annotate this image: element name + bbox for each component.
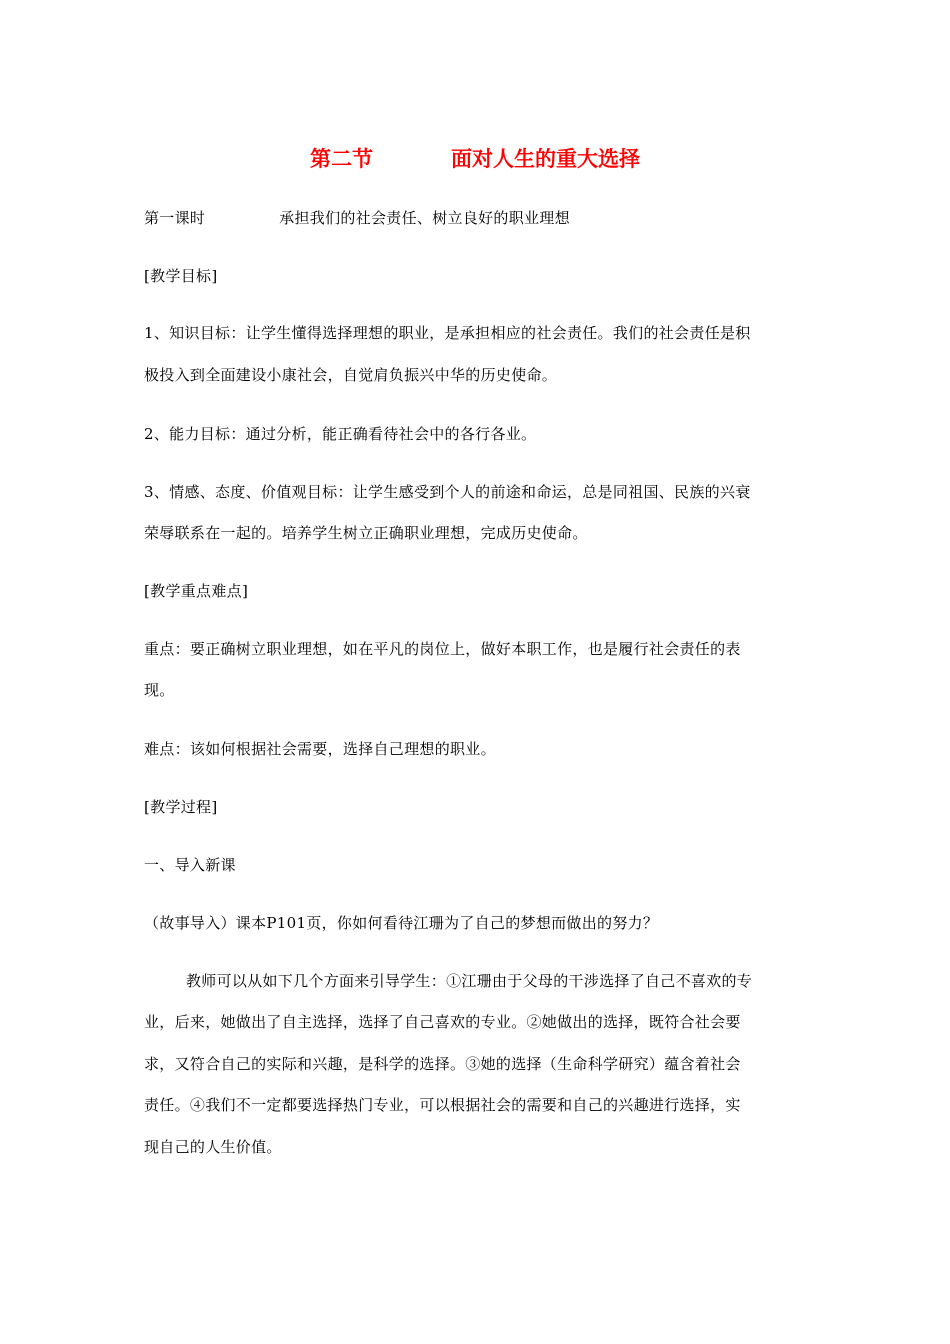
title-section-name: 面对人生的重大选择 <box>451 147 640 171</box>
goal-3-line-1: 3、情感、态度、价值观目标：让学生感受到个人的前途和命运，总是同祖国、民族的兴衰 <box>144 483 751 501</box>
difficulty-point: 难点：该如何根据社会需要，选择自己理想的职业。 <box>144 740 496 758</box>
teacher-guide-line-2: 业，后来，她做出了自主选择，选择了自己喜欢的专业。②她做出的选择，既符合社会要 <box>144 1013 741 1031</box>
keypoint-line-1: 重点：要正确树立职业理想，如在平凡的岗位上，做好本职工作，也是履行社会责任的表 <box>144 640 741 658</box>
goal-2: 2、能力目标：通过分析，能正确看待社会中的各行各业。 <box>144 425 537 443</box>
story-intro: （故事导入）课本P101页，你如何看待江珊为了自己的梦想而做出的努力？ <box>144 914 659 932</box>
goals-heading: [教学目标] <box>144 267 218 285</box>
lesson-subtitle <box>144 207 814 229</box>
teacher-guide-line-1: 教师可以从如下几个方面来引导学生：①江珊由于父母的干涉选择了自己不喜欢的专 <box>186 972 753 990</box>
process-heading: [教学过程] <box>144 798 218 816</box>
goal-3-line-2: 荣辱联系在一起的。培养学生树立正确职业理想，完成历史使命。 <box>144 524 588 542</box>
teacher-guide-line-4: 责任。④我们不一定都要选择热门专业，可以根据社会的需要和自己的兴趣进行选择，实 <box>144 1096 741 1114</box>
goal-1-line-1: 1、知识目标：让学生懂得选择理想的职业，是承担相应的社会责任。我们的社会责任是积 <box>144 324 751 342</box>
teacher-guide-line-3: 求，又符合自己的实际和兴趣，是科学的选择。③她的选择（生命科学研究）蕴含着社会 <box>144 1055 741 1073</box>
goal-1-line-2: 极投入到全面建设小康社会，自觉肩负振兴中华的历史使命。 <box>144 366 558 384</box>
keypoint-line-2: 现。 <box>144 681 175 699</box>
title-section-number: 第二节 <box>310 147 373 171</box>
lesson-label: 第一课时 <box>144 209 206 227</box>
teacher-guide-line-5: 现自己的人生价值。 <box>144 1138 282 1156</box>
lesson-topic: 承担我们的社会责任、树立良好的职业理想 <box>279 209 570 227</box>
step-1-intro: 一、导入新课 <box>144 856 236 874</box>
keypoints-heading: [教学重点难点] <box>144 582 249 600</box>
page-title <box>0 144 950 174</box>
